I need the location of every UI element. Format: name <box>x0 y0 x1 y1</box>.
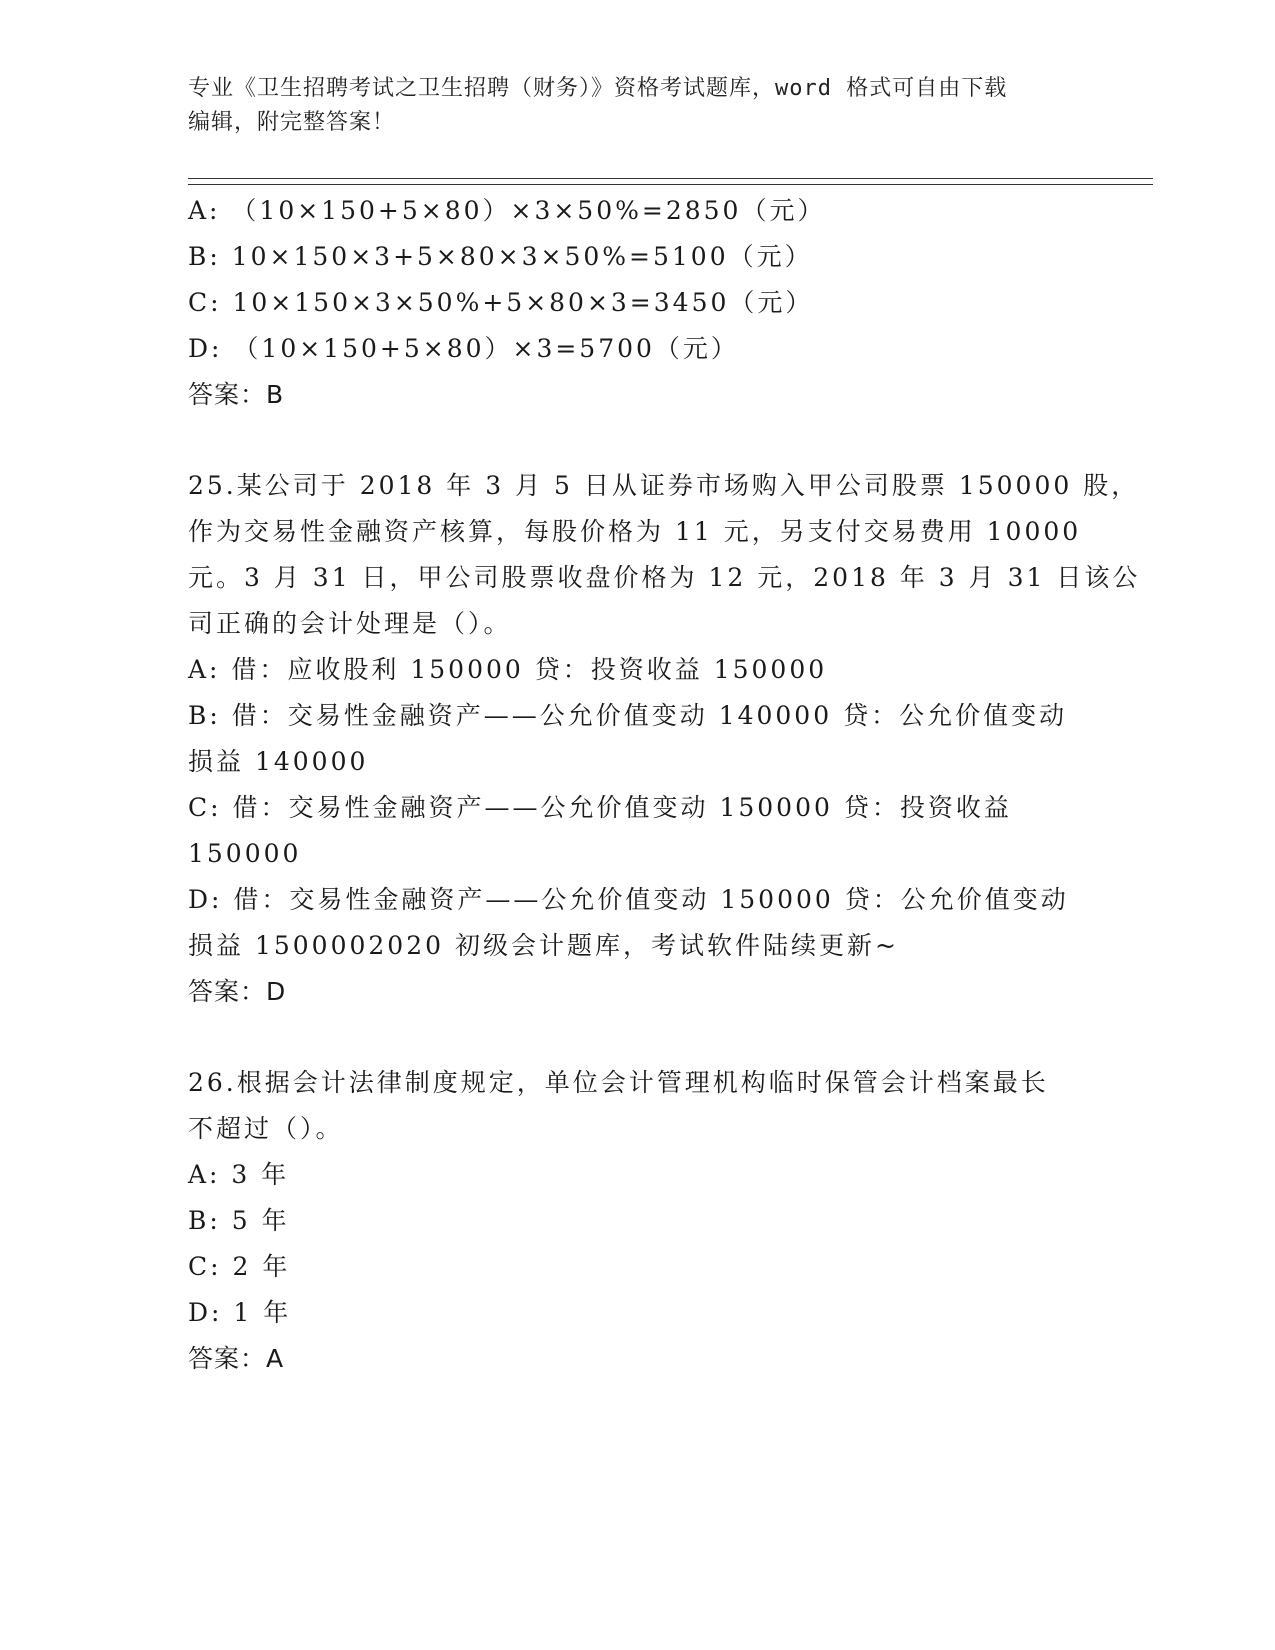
document-header <box>188 72 1068 140</box>
question-26-option-b: B: 5 年 <box>188 1206 290 1235</box>
question-25-option-c-cont: 150000 <box>188 839 302 868</box>
question-25-option-d: D: 借：交易性金融资产——公允价值变动 150000 贷：公允价值变动 <box>188 885 1069 914</box>
question-25-line-1: 25.某公司于 2018 年 3 月 5 日从证券市场购入甲公司股票 150000 股， <box>188 471 1140 500</box>
question-25-line-3: 元。3 月 31 日，甲公司股票收盘价格为 12 元，2018 年 3 月 31 日该公 <box>188 563 1141 592</box>
question-26-line-2: 不超过（）。 <box>188 1114 344 1143</box>
header-line-2: 编辑，附完整答案！ <box>188 110 396 135</box>
question-content <box>188 188 1141 1382</box>
question-25-option-a: A: 借：应收股利 150000 贷：投资收益 150000 <box>188 655 828 684</box>
question-25-option-b-cont: 损益 140000 <box>188 747 369 776</box>
question-25-line-4: 司正确的会计处理是（）。 <box>188 609 512 638</box>
header-divider-bottom <box>188 184 1153 185</box>
question-25 <box>188 463 1141 1015</box>
option-list-prev <box>188 188 1088 372</box>
option-a: A: （10×150+5×80）×3×50%=2850（元） <box>188 196 826 225</box>
spacer <box>188 418 1088 463</box>
spacer <box>188 1015 1088 1060</box>
question-26-option-a: A: 3 年 <box>188 1160 290 1189</box>
question-25-answer: 答案：D <box>188 977 287 1006</box>
question-25-option-b: B: 借：交易性金融资产——公允价值变动 140000 贷：公允价值变动 <box>188 701 1068 730</box>
question-26 <box>188 1060 1088 1382</box>
question-26-answer: 答案：A <box>188 1344 285 1373</box>
question-26-option-c: C: 2 年 <box>188 1252 291 1281</box>
option-c: C: 10×150×3×50%+5×80×3=3450（元） <box>188 288 814 317</box>
question-26-option-d: D: 1 年 <box>188 1298 292 1327</box>
question-25-line-2: 作为交易性金融资产核算，每股价格为 11 元，另支付交易费用 10000 <box>188 517 1082 546</box>
answer-prev: 答案：B <box>188 380 285 409</box>
question-25-option-d-cont: 损益 1500002020 初级会计题库，考试软件陆续更新~ <box>188 931 899 960</box>
option-b: B: 10×150×3+5×80×3×50%=5100（元） <box>188 242 813 271</box>
option-d: D: （10×150+5×80）×3=5700（元） <box>188 334 739 363</box>
header-divider-top <box>188 178 1153 179</box>
header-line-1: 专业《卫生招聘考试之卫生招聘（财务）》资格考试题库，word 格式可自由下载 <box>188 76 1008 101</box>
question-25-option-c: C: 借：交易性金融资产——公允价值变动 150000 贷：投资收益 <box>188 793 1012 822</box>
question-26-line-1: 26.根据会计法律制度规定，单位会计管理机构临时保管会计档案最长 <box>188 1068 1049 1097</box>
